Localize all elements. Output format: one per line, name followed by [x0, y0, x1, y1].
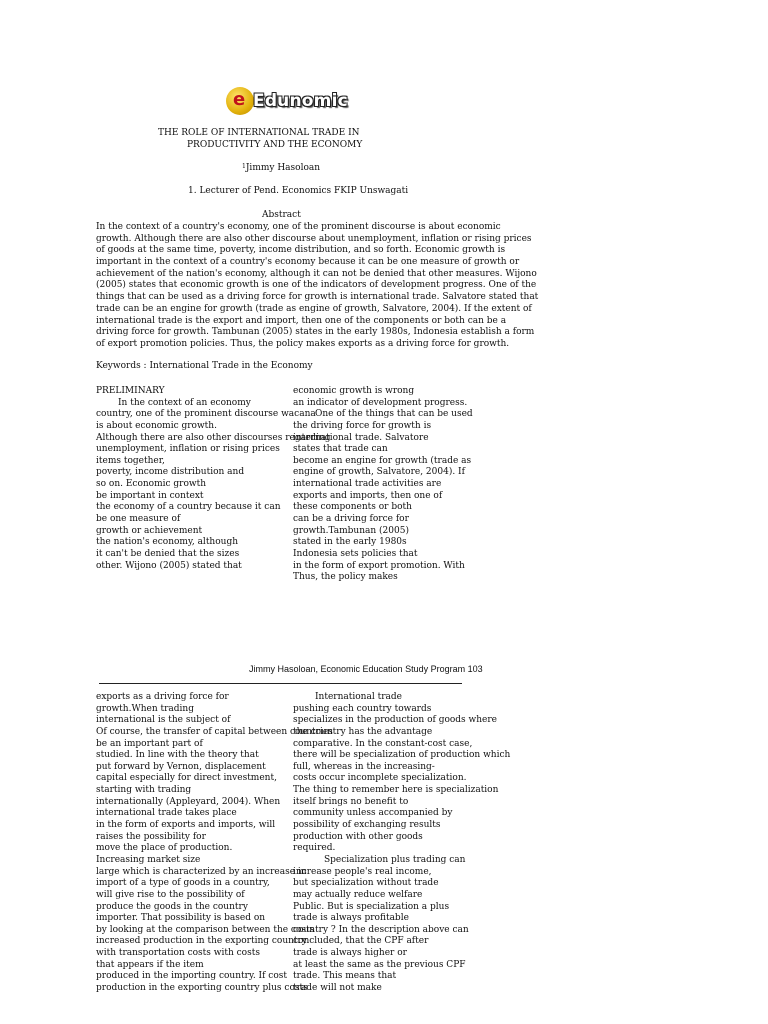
text-line: economic growth is wrong	[293, 386, 415, 396]
text-line: studied. In line with the theory that	[96, 750, 259, 761]
author-superscript: 1	[242, 163, 246, 170]
text-line: other. Wijono (2005) stated that	[96, 560, 242, 571]
text-line: production in the exporting country plus costs	[96, 983, 308, 994]
abstract-line: important in the context of a country's economy because it can be one measure of growth or	[96, 257, 520, 268]
text-line: specializes in the production of goods where	[293, 715, 497, 726]
text-line: itself brings no benefit to	[293, 796, 409, 807]
text-line: produce the goods in the country	[96, 901, 248, 912]
text-line: One of the things that can be used	[315, 409, 473, 420]
page1-right-column	[293, 386, 473, 584]
text-line: country ? In the description above can	[293, 924, 469, 935]
abstract-line: things that can be used as a driving force for growth is international trade. Salvatore stated that	[96, 292, 539, 303]
text-line: at least the same as the previous CPF	[293, 959, 466, 970]
text-line: international is the subject of	[96, 715, 231, 726]
text-line: may actually reduce welfare	[293, 889, 423, 900]
text-line: but specialization without trade	[293, 878, 439, 889]
text-line: these components or both	[293, 502, 412, 513]
abstract-line: achievement of the nation's economy, although it can not be denied that other measures. Wijono	[96, 268, 537, 279]
text-line: by looking at the comparison between the costs	[96, 924, 315, 935]
abstract-heading: Abstract	[262, 210, 301, 220]
text-line: an indicator of development progress.	[293, 397, 468, 408]
text-line: costs occur incomplete specialization.	[293, 773, 467, 784]
text-line: In the context of an economy	[118, 397, 251, 408]
text-line: concluded, that the CPF after	[293, 936, 429, 947]
text-line: the economy of a country because it can	[96, 502, 281, 513]
text-line: trade. This means that	[293, 971, 397, 982]
text-line: growth or achievement	[96, 525, 203, 536]
text-line: trade will not make	[293, 983, 382, 994]
text-line: so on. Economic growth	[96, 479, 206, 490]
page2-right-column	[293, 692, 510, 995]
abstract-line: (2005) states that economic growth is one of the indicators of development progress. One of the	[96, 280, 537, 291]
paper-title-line2: PRODUCTIVITY AND THE ECONOMY	[187, 140, 363, 150]
text-line: international trade. Salvatore	[293, 432, 429, 443]
text-line: become an engine for growth (trade as	[293, 455, 472, 466]
abstract-line: of goods at the same time, poverty, income distribution, and so forth. Economic growth is	[96, 245, 506, 256]
text-line: the driving force for growth is	[293, 420, 432, 431]
text-line: Indonesia sets policies that	[293, 548, 418, 559]
edunomic-logo	[226, 86, 348, 120]
abstract-line: international trade is the export and import, then one of the components or both can be a	[96, 315, 507, 326]
text-line: it can't be denied that the sizes	[96, 548, 240, 559]
text-line: with transportation costs with costs	[96, 948, 260, 959]
text-line: The thing to remember here is specialization	[293, 785, 499, 796]
author	[242, 163, 320, 175]
text-line: Public. But is specialization a plus	[293, 901, 450, 912]
paper-title-line1: THE ROLE OF INTERNATIONAL TRADE IN	[158, 128, 360, 138]
text-line: is about economic growth.	[96, 420, 217, 431]
text-line: country, one of the prominent discourse wacana	[96, 409, 316, 420]
text-line: International trade	[315, 692, 402, 702]
text-line: produced in the importing country. If cost	[96, 971, 287, 982]
text-line: Thus, the policy makes	[293, 572, 398, 583]
text-line: import of a type of goods in a country,	[96, 878, 270, 889]
text-line: growth.Tambunan (2005)	[293, 525, 409, 536]
text-line: poverty, income distribution and	[96, 467, 245, 478]
text-line: exports and imports, then one of	[293, 490, 443, 501]
text-line: Although there are also other discourses regarding	[96, 432, 331, 443]
abstract-line: In the context of a country's economy, one of the prominent discourse is about economic	[96, 222, 501, 232]
text-line: large which is characterized by an increase in	[96, 866, 307, 877]
text-line: will give rise to the possibility of	[96, 889, 245, 900]
abstract-line: growth. Although there are also other discourse about unemployment, inflation or rising prices	[96, 233, 532, 244]
logo-mark: e	[233, 89, 246, 110]
text-line: starting with trading	[96, 785, 192, 796]
text-line: growth.When trading	[96, 703, 194, 714]
text-line: move the place of production.	[96, 843, 233, 854]
text-line: stated in the early 1980s	[293, 537, 407, 548]
text-line: items together,	[96, 455, 165, 466]
text-line: required.	[293, 843, 336, 854]
text-line: be an important part of	[96, 738, 203, 749]
text-line: in the form of export promotion. With	[293, 560, 465, 571]
text-line: engine of growth, Salvatore, 2004). If	[293, 467, 465, 478]
text-line: that appears if the item	[96, 959, 204, 970]
text-line: can be a driving force for	[293, 514, 409, 525]
text-line: unemployment, inflation or rising prices	[96, 444, 280, 455]
text-line: international trade takes place	[96, 808, 237, 819]
footer-rule	[99, 683, 462, 684]
text-line: exports as a driving force for	[96, 692, 229, 702]
text-line: international trade activities are	[293, 479, 442, 490]
text-line: put forward by Vernon, displacement	[96, 761, 266, 772]
text-line: importer. That possibility is based on	[96, 913, 266, 924]
text-line: comparative. In the constant-cost case,	[293, 738, 473, 749]
text-line: community unless accompanied by	[293, 808, 453, 819]
text-line: capital especially for direct investment,	[96, 773, 277, 784]
text-line: there will be specialization of production which	[293, 750, 511, 761]
abstract-line: of export promotion policies. Thus, the policy makes exports as a driving force for growth.	[96, 338, 510, 349]
text-line: in the form of exports and imports, will	[96, 820, 276, 831]
text-line: the country has the advantage	[293, 726, 433, 737]
author-name: Jimmy Hasoloan	[245, 163, 321, 173]
logo-text: Edunomic	[253, 91, 348, 111]
keywords: Keywords : International Trade in the Economy	[96, 361, 313, 371]
text-line: Increasing market size	[96, 854, 201, 865]
text-line: increased production in the exporting country	[96, 936, 307, 947]
abstract-body	[96, 222, 539, 351]
text-line: the nation's economy, although	[96, 537, 239, 548]
text-line: trade is always higher or	[293, 948, 407, 959]
text-line: states that trade can	[293, 444, 388, 455]
text-line: PRELIMINARY	[96, 386, 165, 396]
page-footer: Jimmy Hasoloan, Economic Education Study Program 103	[249, 664, 483, 674]
affiliation: 1. Lecturer of Pend. Economics FKIP Unswagati	[188, 186, 409, 196]
text-line: possibility of exchanging results	[293, 820, 441, 831]
text-line: raises the possibility for	[96, 831, 206, 842]
text-line: full, whereas in the increasing-	[293, 761, 435, 772]
text-line: increase people's real income,	[293, 866, 432, 877]
text-line: trade is always profitable	[293, 913, 409, 924]
text-line: be one measure of	[96, 514, 181, 525]
text-line: Specialization plus trading can	[324, 854, 466, 865]
abstract-line: trade can be an engine for growth (trade as engine of growth, Salvatore, 2004). If the extent of	[96, 303, 532, 314]
text-line: pushing each country towards	[293, 703, 432, 714]
text-line: internationally (Appleyard, 2004). When	[96, 796, 281, 807]
text-line: Of course, the transfer of capital between countries	[96, 726, 333, 737]
abstract-line: driving force for growth. Tambunan (2005) states in the early 1980s, Indonesia establish a form	[96, 327, 535, 338]
text-line: be important in context	[96, 490, 204, 501]
text-line: production with other goods	[293, 831, 423, 842]
